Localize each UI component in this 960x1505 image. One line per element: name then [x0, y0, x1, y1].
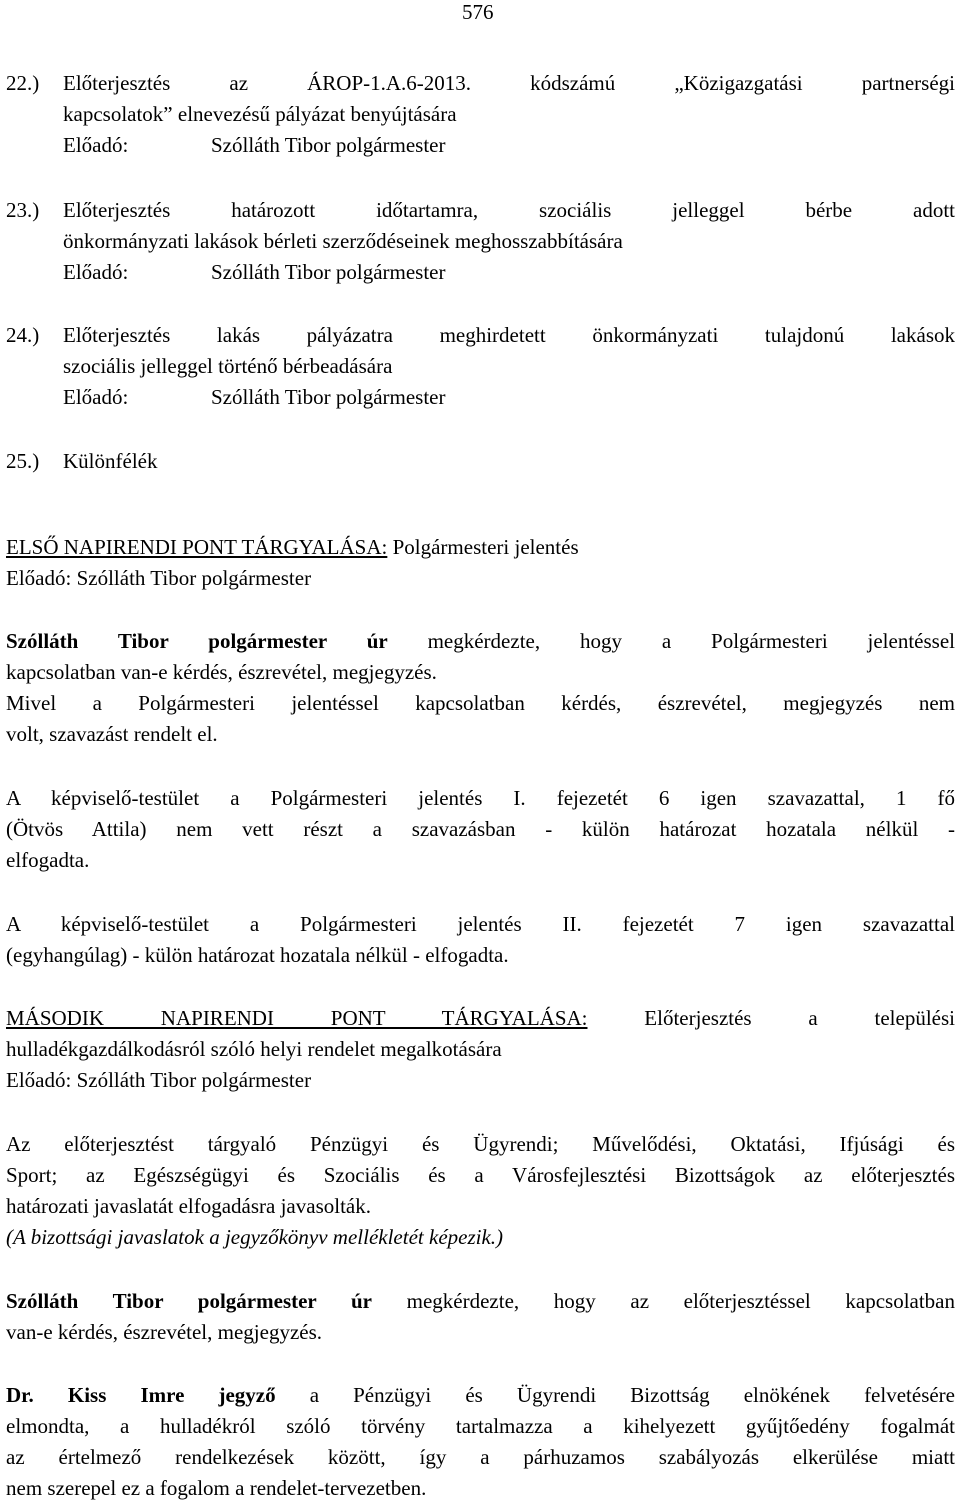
- item-24-presenter: [63, 382, 955, 413]
- paragraph-line: Az előterjesztést tárgyaló Pénzügyi és Ügyrendi; Művelődési, Oktatási, Ifjúsági és: [6, 1132, 955, 1156]
- presenter-name: Szólláth Tibor polgármester: [211, 133, 446, 157]
- presenter-name: Szólláth Tibor polgármester: [71, 1068, 312, 1092]
- item-22-line-2: kapcsolatok” elnevezésű pályázat benyújtására: [63, 102, 457, 126]
- speaker-name: Szólláth Tibor polgármester úr: [6, 1289, 372, 1313]
- presenter-label: Előadó:: [6, 566, 72, 590]
- paragraph-line: Sport; az Egészségügyi és Szociális és a Városfejlesztési Bizottságok az előterjesztés: [6, 1163, 955, 1187]
- committee-note: (A bizottsági javaslatok a jegyzőkönyv mellékletét képezik.): [6, 1225, 504, 1249]
- item-25-line-1: Különfélék: [63, 449, 158, 473]
- first-point-paragraph-3: [6, 783, 955, 876]
- speaker-name: Dr. Kiss Imre jegyző: [6, 1383, 276, 1407]
- first-point-heading-rest: Polgármesteri jelentés: [387, 535, 579, 559]
- second-point-heading-rest: Előterjesztés a települési: [587, 1006, 955, 1030]
- paragraph-text: a Pénzügyi és Ügyrendi Bizottság elnökének felvetésére: [275, 1383, 955, 1407]
- item-number-22: 22.): [6, 71, 40, 95]
- agenda-item-23: [63, 195, 955, 288]
- first-point-heading: [6, 532, 955, 563]
- first-point-paragraph-4: [6, 909, 955, 971]
- paragraph-line: elmondta, a hulladékról szóló törvény tartalmazza a kihelyezett gyűjtőedény fogalmát: [6, 1414, 955, 1438]
- agenda-item-24: [63, 320, 955, 413]
- paragraph-line: [6, 626, 955, 657]
- presenter-label: Előadó:: [63, 133, 129, 157]
- presenter-label: Előadó:: [6, 1068, 72, 1092]
- second-point-heading: [6, 1003, 955, 1034]
- item-22-presenter: [63, 130, 955, 161]
- paragraph-line: [6, 1380, 955, 1411]
- item-23-presenter: [63, 257, 955, 288]
- paragraph-line: A képviselő-testület a Polgármesteri jelentés II. fejezetét 7 igen szavazattal: [6, 912, 955, 936]
- presenter-name: Szólláth Tibor polgármester: [71, 566, 312, 590]
- speaker-name: Szólláth Tibor polgármester úr: [6, 629, 388, 653]
- paragraph-line: [6, 1286, 955, 1317]
- paragraph-line: (egyhangúlag) - külön határozat hozatala nélkül - elfogadta.: [6, 943, 509, 967]
- paragraph-text: megkérdezte, hogy az előterjesztéssel kapcsolatban: [372, 1289, 956, 1313]
- paragraph-text: megkérdezte, hogy a Polgármesteri jelentéssel: [387, 629, 955, 653]
- paragraph-line: határozati javaslatát elfogadásra javasolták.: [6, 1194, 371, 1218]
- paragraph-line: Mivel a Polgármesteri jelentéssel kapcsolatban kérdés, észrevétel, megjegyzés nem: [6, 691, 955, 715]
- second-point-section: [6, 1003, 955, 1096]
- first-point-paragraph-1: [6, 626, 955, 750]
- first-point-section: [6, 532, 955, 594]
- agenda-item-22: [63, 68, 955, 161]
- paragraph-line: A képviselő-testület a Polgármesteri jelentés I. fejezetét 6 igen szavazattal, 1 fő: [6, 786, 955, 810]
- agenda-item-25: [63, 446, 955, 477]
- second-point-heading-title: MÁSODIK NAPIRENDI PONT TÁRGYALÁSA:: [6, 1006, 588, 1030]
- paragraph-line: van-e kérdés, észrevétel, megjegyzés.: [6, 1320, 323, 1344]
- presenter-label: Előadó:: [63, 260, 129, 284]
- item-number-23: 23.): [6, 198, 40, 222]
- page-number: 576: [462, 0, 494, 24]
- first-point-presenter: [6, 563, 955, 594]
- item-22-line-1: Előterjesztés az ÁROP-1.A.6-2013. kódszámú „Közigazgatási partnerségi: [63, 71, 955, 95]
- first-point-heading-title: ELSŐ NAPIRENDI PONT TÁRGYALÁSA:: [6, 535, 388, 559]
- item-24-line-1: Előterjesztés lakás pályázatra meghirdetett önkormányzati tulajdonú lakások: [63, 323, 955, 347]
- item-number-24: 24.): [6, 323, 40, 347]
- item-number-25: 25.): [6, 449, 40, 473]
- second-point-paragraph-2: [6, 1286, 955, 1348]
- item-24-line-2: szociális jelleggel történő bérbeadására: [63, 354, 393, 378]
- item-23-line-2: önkormányzati lakások bérleti szerződéseinek meghosszabbítására: [63, 229, 623, 253]
- paragraph-line: kapcsolatban van-e kérdés, észrevétel, megjegyzés.: [6, 660, 437, 684]
- presenter-name: Szólláth Tibor polgármester: [211, 385, 446, 409]
- second-point-paragraph-3: [6, 1380, 955, 1504]
- paragraph-line: (Ötvös Attila) nem vett részt a szavazásban - külön határozat hozatala nélkül -: [6, 817, 955, 841]
- presenter-label: Előadó:: [63, 385, 129, 409]
- item-23-line-1: Előterjesztés határozott időtartamra, szociális jelleggel bérbe adott: [63, 198, 955, 222]
- paragraph-line: nem szerepel ez a fogalom a rendelet-tervezetben.: [6, 1476, 427, 1500]
- presenter-name: Szólláth Tibor polgármester: [211, 260, 446, 284]
- second-point-presenter: [6, 1065, 955, 1096]
- paragraph-line: elfogadta.: [6, 848, 90, 872]
- second-point-paragraph-1: [6, 1129, 955, 1253]
- paragraph-line: az értelmező rendelkezések között, így a párhuzamos szabályozás elkerülése miatt: [6, 1445, 955, 1469]
- paragraph-line: volt, szavazást rendelt el.: [6, 722, 218, 746]
- second-point-heading-line-2: hulladékgazdálkodásról szóló helyi rendelet megalkotására: [6, 1037, 502, 1061]
